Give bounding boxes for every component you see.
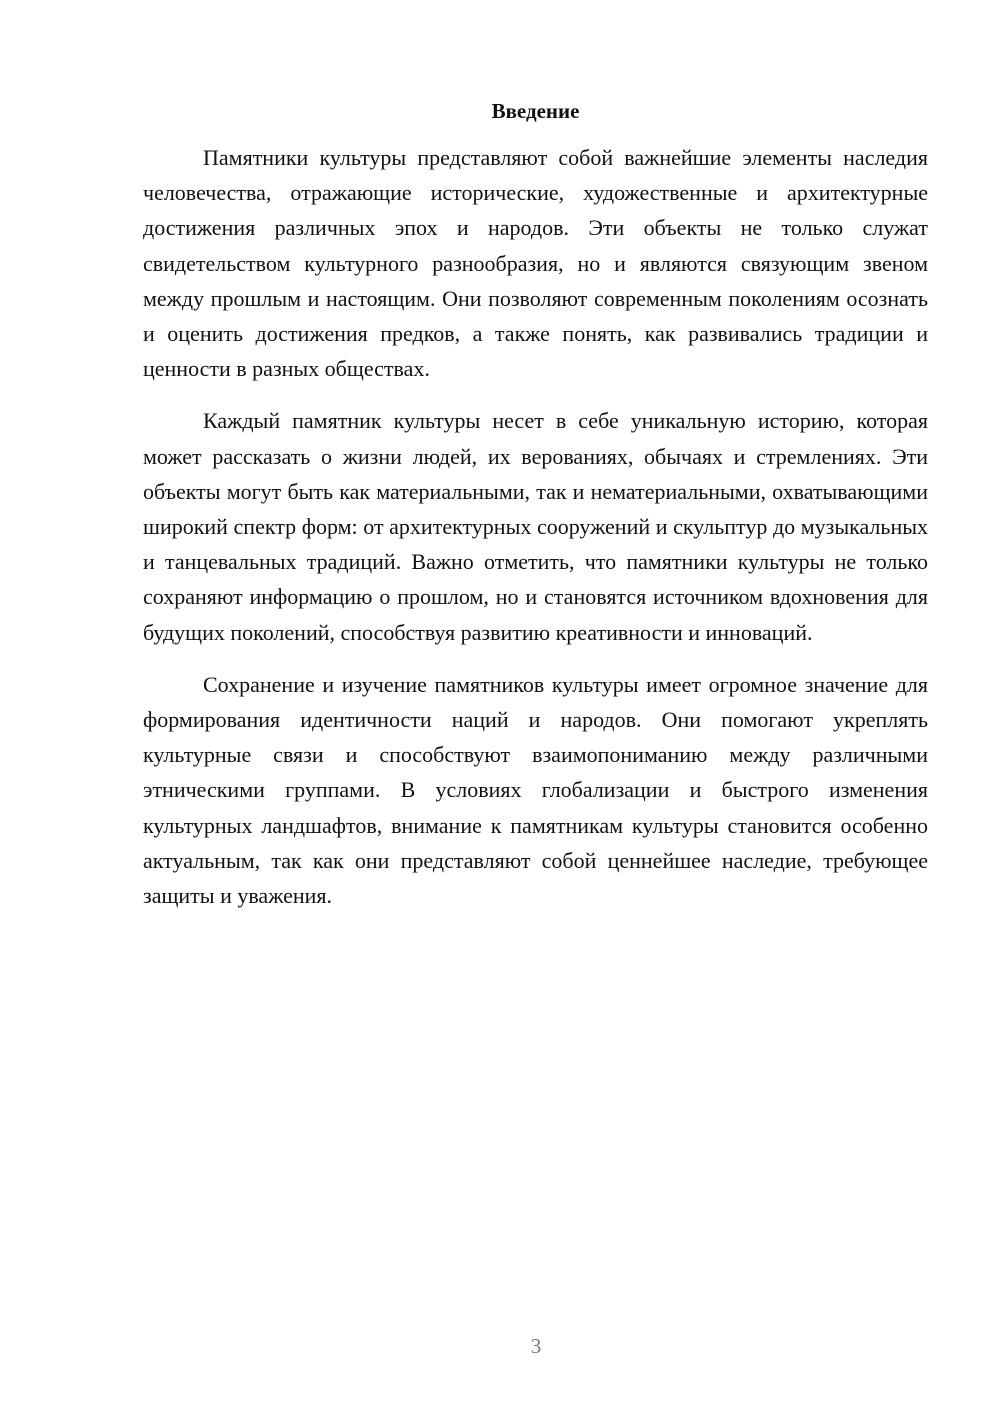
page-content [143, 96, 928, 930]
paragraph-3: Сохранение и изучение памятников культуры имеет огромное значение для формирования идентичности наций и народов. Они помогают укреплять культурные связи и способствуют взаимопониманию между различными этническими группами. В условиях глобализации и быстрого изменения культурных ландшафтов, внимание к памятникам культуры становится особенно актуальным, так как они представляют собой ценнейшее наследие, требующее защиты и уважения. [143, 671, 928, 909]
paragraph-2: Каждый памятник культуры несет в себе уникальную историю, которая может рассказать о жизни людей, их верованиях, обычаях и стремлениях. Эти объекты могут быть как материальными, так и нематериальными, охватывающими широкий спектр форм: от архитектурных сооружений и скульптур до музыкальных и танцевальных традиций. Важно отметить, что памятники культуры не только сохраняют информацию о прошлом, но и становятся источником вдохновения для будущих поколений, способствуя развитию креативности и инноваций. [143, 408, 928, 645]
paragraph-1: Памятники культуры представляют собой важнейшие элементы наследия человечества, отражающие исторические, художественные и архитектурные достижения различных эпох и народов. Эти объекты не только служат свидетельством культурного разнообразия, но и являются связующим звеном между прошлым и настоящим. Они позволяют современным поколениям осознать и оценить достижения предков, а также понять, как развивались традиции и ценности в разных обществах. [143, 145, 928, 382]
page-number: 3 [530, 1334, 542, 1358]
page-title: Введение [491, 99, 580, 123]
